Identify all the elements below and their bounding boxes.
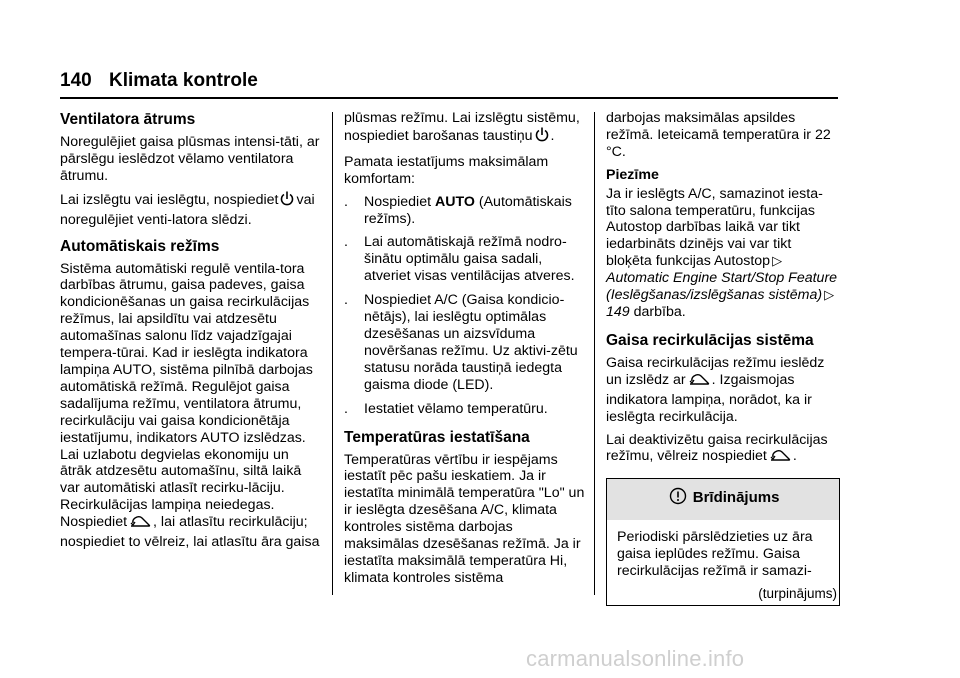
- heading-fan-speed: Ventilatora ātrums: [60, 111, 196, 128]
- paragraph-max-heat: darbojas maksimālas apsildes režīmā. Ieteicamā temperatūra ir 22 °C.: [606, 110, 831, 160]
- warning-box: [606, 478, 840, 606]
- continued-label: (turpinājums): [758, 585, 837, 601]
- recirculation-icon: [688, 373, 710, 392]
- warning-icon: [669, 487, 687, 510]
- paragraph-recirc-off: Lai deaktivizētu gaisa recirkulācijas režīmu, vēlreiz nospiediet .: [606, 432, 840, 469]
- paragraph-recirc-toggle: Gaisa recirkulācijas režīmu ieslēdz un izslēdz ar . Izgaismojas indikatora lampiņa, norādot, ka ir ieslēgta recirkulācija.: [606, 354, 825, 425]
- warning-title: Brīdinājums: [692, 489, 780, 507]
- recirculation-icon: [769, 449, 791, 468]
- power-icon: [280, 191, 294, 212]
- heading-temperature: Temperatūras iestatīšana: [344, 428, 530, 446]
- column-1: [60, 110, 322, 557]
- power-icon: [535, 127, 549, 148]
- list-item: . Iestatiet vēlamo temperatūru.: [344, 400, 548, 417]
- arrow-reference-icon: ▷: [772, 253, 783, 269]
- page-header: [60, 70, 258, 92]
- arrow-reference-icon: ▷: [824, 287, 835, 303]
- column-divider-1: [332, 112, 333, 595]
- list-item: . Nospiediet AUTO (Automātiskais režīms).: [344, 193, 572, 227]
- list-item: . Nospiediet A/C (Gaisa kondicio-nētājs), lai ieslēgtu optimālas dzesēšanas un aizsvīduma novēršanas režīmu. Uz aktivi-zētu statusu norāda taustiņā iedegta gaisma diode (LED).: [344, 292, 578, 393]
- note-title: Piezīme: [606, 166, 659, 183]
- column-2: [344, 110, 586, 593]
- paragraph-note: Ja ir ieslēgts A/C, samazinot iesta-tīto salona temperatūru, funkcijas Autostop darbības laikā var tikt iedarbināts dzinējs vai var tikt bloķēta funkcijas Autostop ▷ Automatic Engine Start/Stop Feature (Ieslēgšanas/izslēgšanas sistēma) ▷149 darbība.: [606, 185, 838, 320]
- page-reference[interactable]: 149: [606, 303, 630, 320]
- paragraph-basic-settings: Pamata iestatījums maksimālam komfortam:: [344, 153, 549, 187]
- section-title: Klimata kontrole: [108, 70, 258, 91]
- paragraph-fan-toggle: Lai izslēgtu vai ieslēgtu, nospiediet vai noregulējiet venti-latora slēdzi.: [60, 191, 315, 228]
- page-number: 140: [60, 70, 92, 91]
- list-item: . Lai automātiskajā režīmā nodro-šinātu optimālu gaisa sadali, atveriet visas ventilācijas atveres.: [344, 234, 575, 285]
- paragraph-temperature: Temperatūras vērtību ir iespējams iestatīt pēc pašu ieskatiem. Ja ir iestatīta minimālā temperatūra "Lo" un ir ieslēgta dzesēšana A/C, klimata kontroles sistēma darbojas maksimālas dzesēšanas režīmā. Ja ir iestatīta maksimālā temperatūra Hi, klimata kontroles sistēma: [344, 451, 585, 586]
- heading-recirculation: Gaisa recirkulācijas sistēma: [606, 331, 814, 349]
- auto-label: AUTO: [434, 193, 475, 210]
- warning-body: Periodiski pārslēdzieties uz āra gaisa ieplūdes režīmu. Gaisa recirkulācijas režīmā ir samazi-: [617, 529, 813, 580]
- column-divider-2: [594, 112, 595, 595]
- header-rule: [60, 97, 838, 99]
- paragraph-auto-mode: Sistēma automātiski regulē ventila-tora darbības ātrumu, gaisa padeves, gaisa kondicionēšanas un gaisa recirkulācijas režīmus, lai apsildītu vai atdzesētu automašīnas salonu līdz vajadzīgajai tempera-tūrai. Kad ir ieslēgta indikatora lampiņa AUTO, sistēma pilnībā darbojas automātiskā režīmā. Regulējot gaisa sadalījuma režīmu, ventilatora ātrumu, recirkulāciju vai gaisa kondicionētāja iestatījumu, indikators AUTO izslēdzas. Lai uzlabotu degvielas ekonomiju un ātrāk atdzesētu automašīnu, siltā laikā var automātiski atlasīt recirku-lāciju. Recirkulācijas lampiņa neiedegas. Nospiediet , lai atlasītu recirkulāciju; nospiediet to vēlreiz, lai atlasītu āra gaisa: [60, 260, 320, 551]
- watermark: carmanualsonline.info: [526, 646, 745, 671]
- column-3: [606, 110, 840, 606]
- warning-header: [607, 479, 839, 520]
- paragraph-airflow-off: plūsmas režīmu. Lai izslēgtu sistēmu, nospiediet barošanas taustiņu .: [344, 110, 586, 148]
- heading-auto-mode: Automātiskais režīms: [60, 237, 220, 255]
- recirculation-icon: [129, 515, 151, 534]
- cross-reference-link[interactable]: Automatic Engine Start/Stop Feature (Ieslēgšanas/izslēgšanas sistēma): [606, 270, 838, 304]
- paragraph-fan-speed: Noregulējiet gaisa plūsmas intensi-tāti, ar pārslēgu ieslēdzot vēlamo ventilatora ātrumu.: [60, 134, 320, 184]
